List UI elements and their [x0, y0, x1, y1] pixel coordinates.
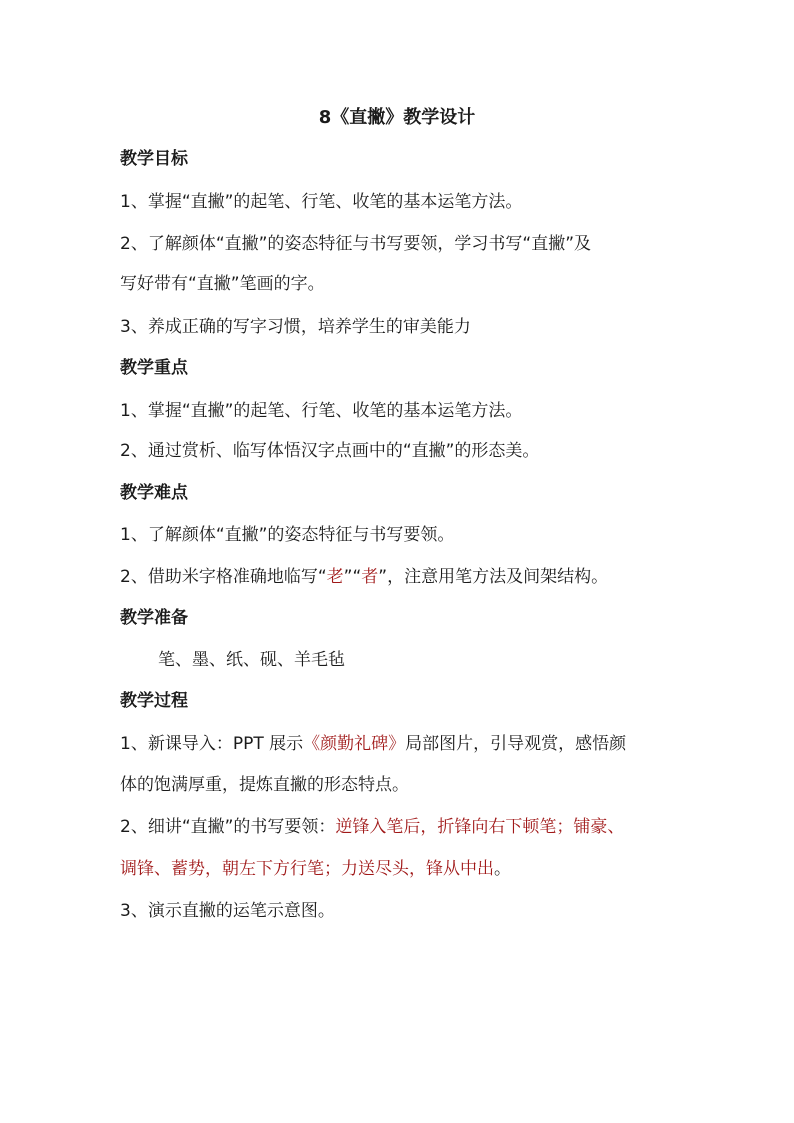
character-lao: 老 [326, 567, 344, 587]
preparation-items: 笔、墨、纸、砚、羊毛毡 [158, 650, 345, 670]
quote-close-1: ” [343, 567, 353, 587]
difficulties-item-2 [120, 565, 608, 589]
process-step-2-end: 。 [494, 859, 511, 879]
goals-item-2-line-1: 2、了解颜体“直撇”的姿态特征与书写要领，学习书写“直撇”及 [120, 234, 592, 254]
process-step-2-highlight-2: 调锋、蓄势，朝左下方行笔；力送尽头，锋从中出 [120, 859, 494, 879]
goals-item-3: 3、养成正确的写字习惯，培养学生的审美能力 [120, 317, 471, 337]
key-points-item-1: 1、掌握“直撇”的起笔、行笔、收笔的基本运笔方法。 [120, 401, 523, 421]
goals-item-1: 1、掌握“直撇”的起笔、行笔、收笔的基本运笔方法。 [120, 192, 523, 212]
difficulties-item-1: 1、了解颜体“直撇”的姿态特征与书写要领。 [120, 525, 455, 545]
process-step-1-line-1 [120, 732, 626, 756]
heading-goals: 教学目标 [120, 149, 188, 169]
heading-difficulties: 教学难点 [120, 483, 188, 503]
quote-open-2: “ [352, 567, 362, 587]
process-step-2-line-2 [120, 857, 511, 881]
process-step-1-line-2: 体的饱满厚重，提炼直撇的形态特点。 [120, 775, 409, 795]
process-step-2-highlight-1: 逆锋入笔后，折锋向右下顿笔；铺豪、 [335, 817, 625, 837]
heading-preparation: 教学准备 [120, 608, 188, 628]
heading-process: 教学过程 [120, 691, 188, 711]
heading-key-points: 教学重点 [120, 358, 188, 378]
process-step-2-line-1 [120, 815, 624, 839]
document-title: 8《直撇》教学设计 [318, 107, 476, 128]
process-step-3: 3、演示直撇的运笔示意图。 [120, 901, 335, 921]
goals-item-2-line-2: 写好带有“直撇”笔画的字。 [120, 274, 325, 294]
quote-open-1: “ [317, 567, 327, 587]
stele-title: 《颜勤礼碑》 [303, 734, 406, 754]
process-step-1-post: 局部图片，引导观赏，感悟颜 [405, 734, 627, 754]
difficulties-item-2-post: ”，注意用笔方法及间架结构。 [378, 567, 609, 587]
process-step-2-pre: 2、细讲“直撇”的书写要领： [120, 817, 336, 837]
character-zhe: 者 [361, 567, 379, 587]
difficulties-item-2-pre: 2、借助米字格准确地临写 [120, 567, 318, 587]
key-points-item-2: 2、通过赏析、临写体悟汉字点画中的“直撇”的形态美。 [120, 441, 540, 461]
process-step-1-pre: 1、新课导入：PPT 展示 [120, 734, 304, 754]
